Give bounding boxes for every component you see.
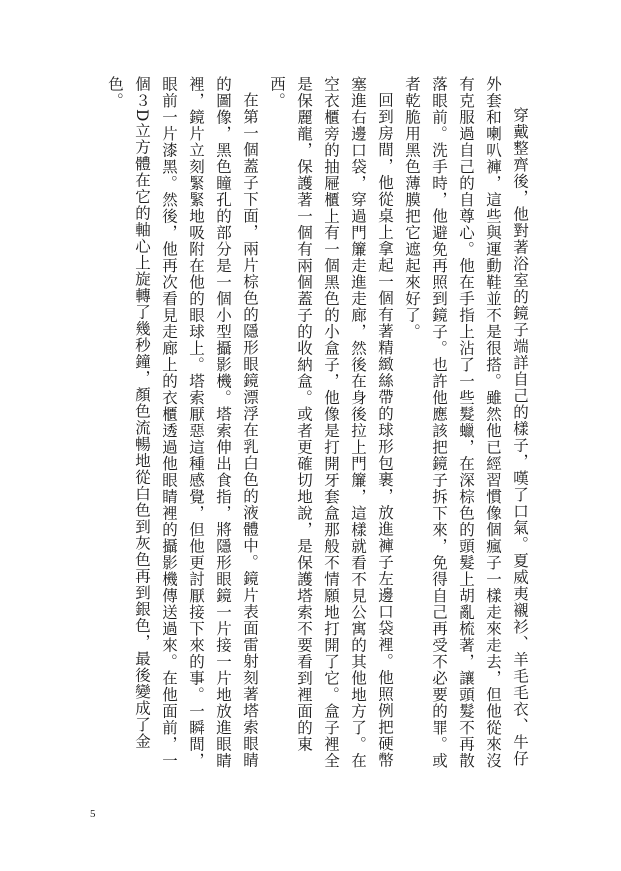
paragraph-2: 回到房間，他從桌上拿起一個有著精緻絲帶的球形包裹，放進褲子左邊口袋裡。他照例把硬幣塞進右邊口袋，穿過門簾走進走廊，然後在身後拉上門簾，這樣就看不見公寓的其他地方了。在空衣櫃旁的抽屜櫃上有一個黑色的小盒子，他像是打開牙套盒那般不情願地打開了它。盒子裡全是保麗龍，保護著一個有兩個蓋子的收納盒。或者更確切地說，是保護塔索不要看到裡面的東西。 [268,76,394,769]
paragraph-1: 穿戴整齊後，他對著浴室的鏡子端詳自己的樣子，嘆了口氣。夏威夷襯衫、羊毛毛衣、牛仔外套和喇叭褲，這些與運動鞋並不是很搭。雖然他已經習慣像個瘋子一樣走來走去，但他從來沒有克服過自己的自尊心。他在手指上沾了一些髮蠟，在深棕色的頭髮上胡亂梳著，讓頭髮不再散落眼前。洗手時，他避免再照到鏡子。也許他應該把鏡子拆下來，免得自己再受不必要的罪。或者乾脆用黑色薄膜把它遮起來好了。 [403,76,529,769]
body-text [101,76,533,776]
paragraph-3: 在第一個蓋子下面，兩片棕色的隱形眼鏡漂浮在乳白色的液體中。鏡片表面雷射刻著塔索眼睛的圖像，黑色瞳孔的部分是一個小型攝影機。塔索伸出食指，將隱形眼鏡一片接一片地放進眼睛裡，鏡片立刻緊緊地吸附在他的眼球上。塔索厭惡這種感覺，但他更討厭接下來的事。一瞬間，眼前一片漆黑。然後，他再次看見走廊上的衣櫃透過他眼睛裡的攝影機傳送過來。在他面前，一個３D立方體在它的軸心上旋轉了幾秒鐘，顏色流暢地從白色到灰色再到銀色，最後變成了金色。 [106,76,259,769]
page-number: 5 [90,808,96,820]
